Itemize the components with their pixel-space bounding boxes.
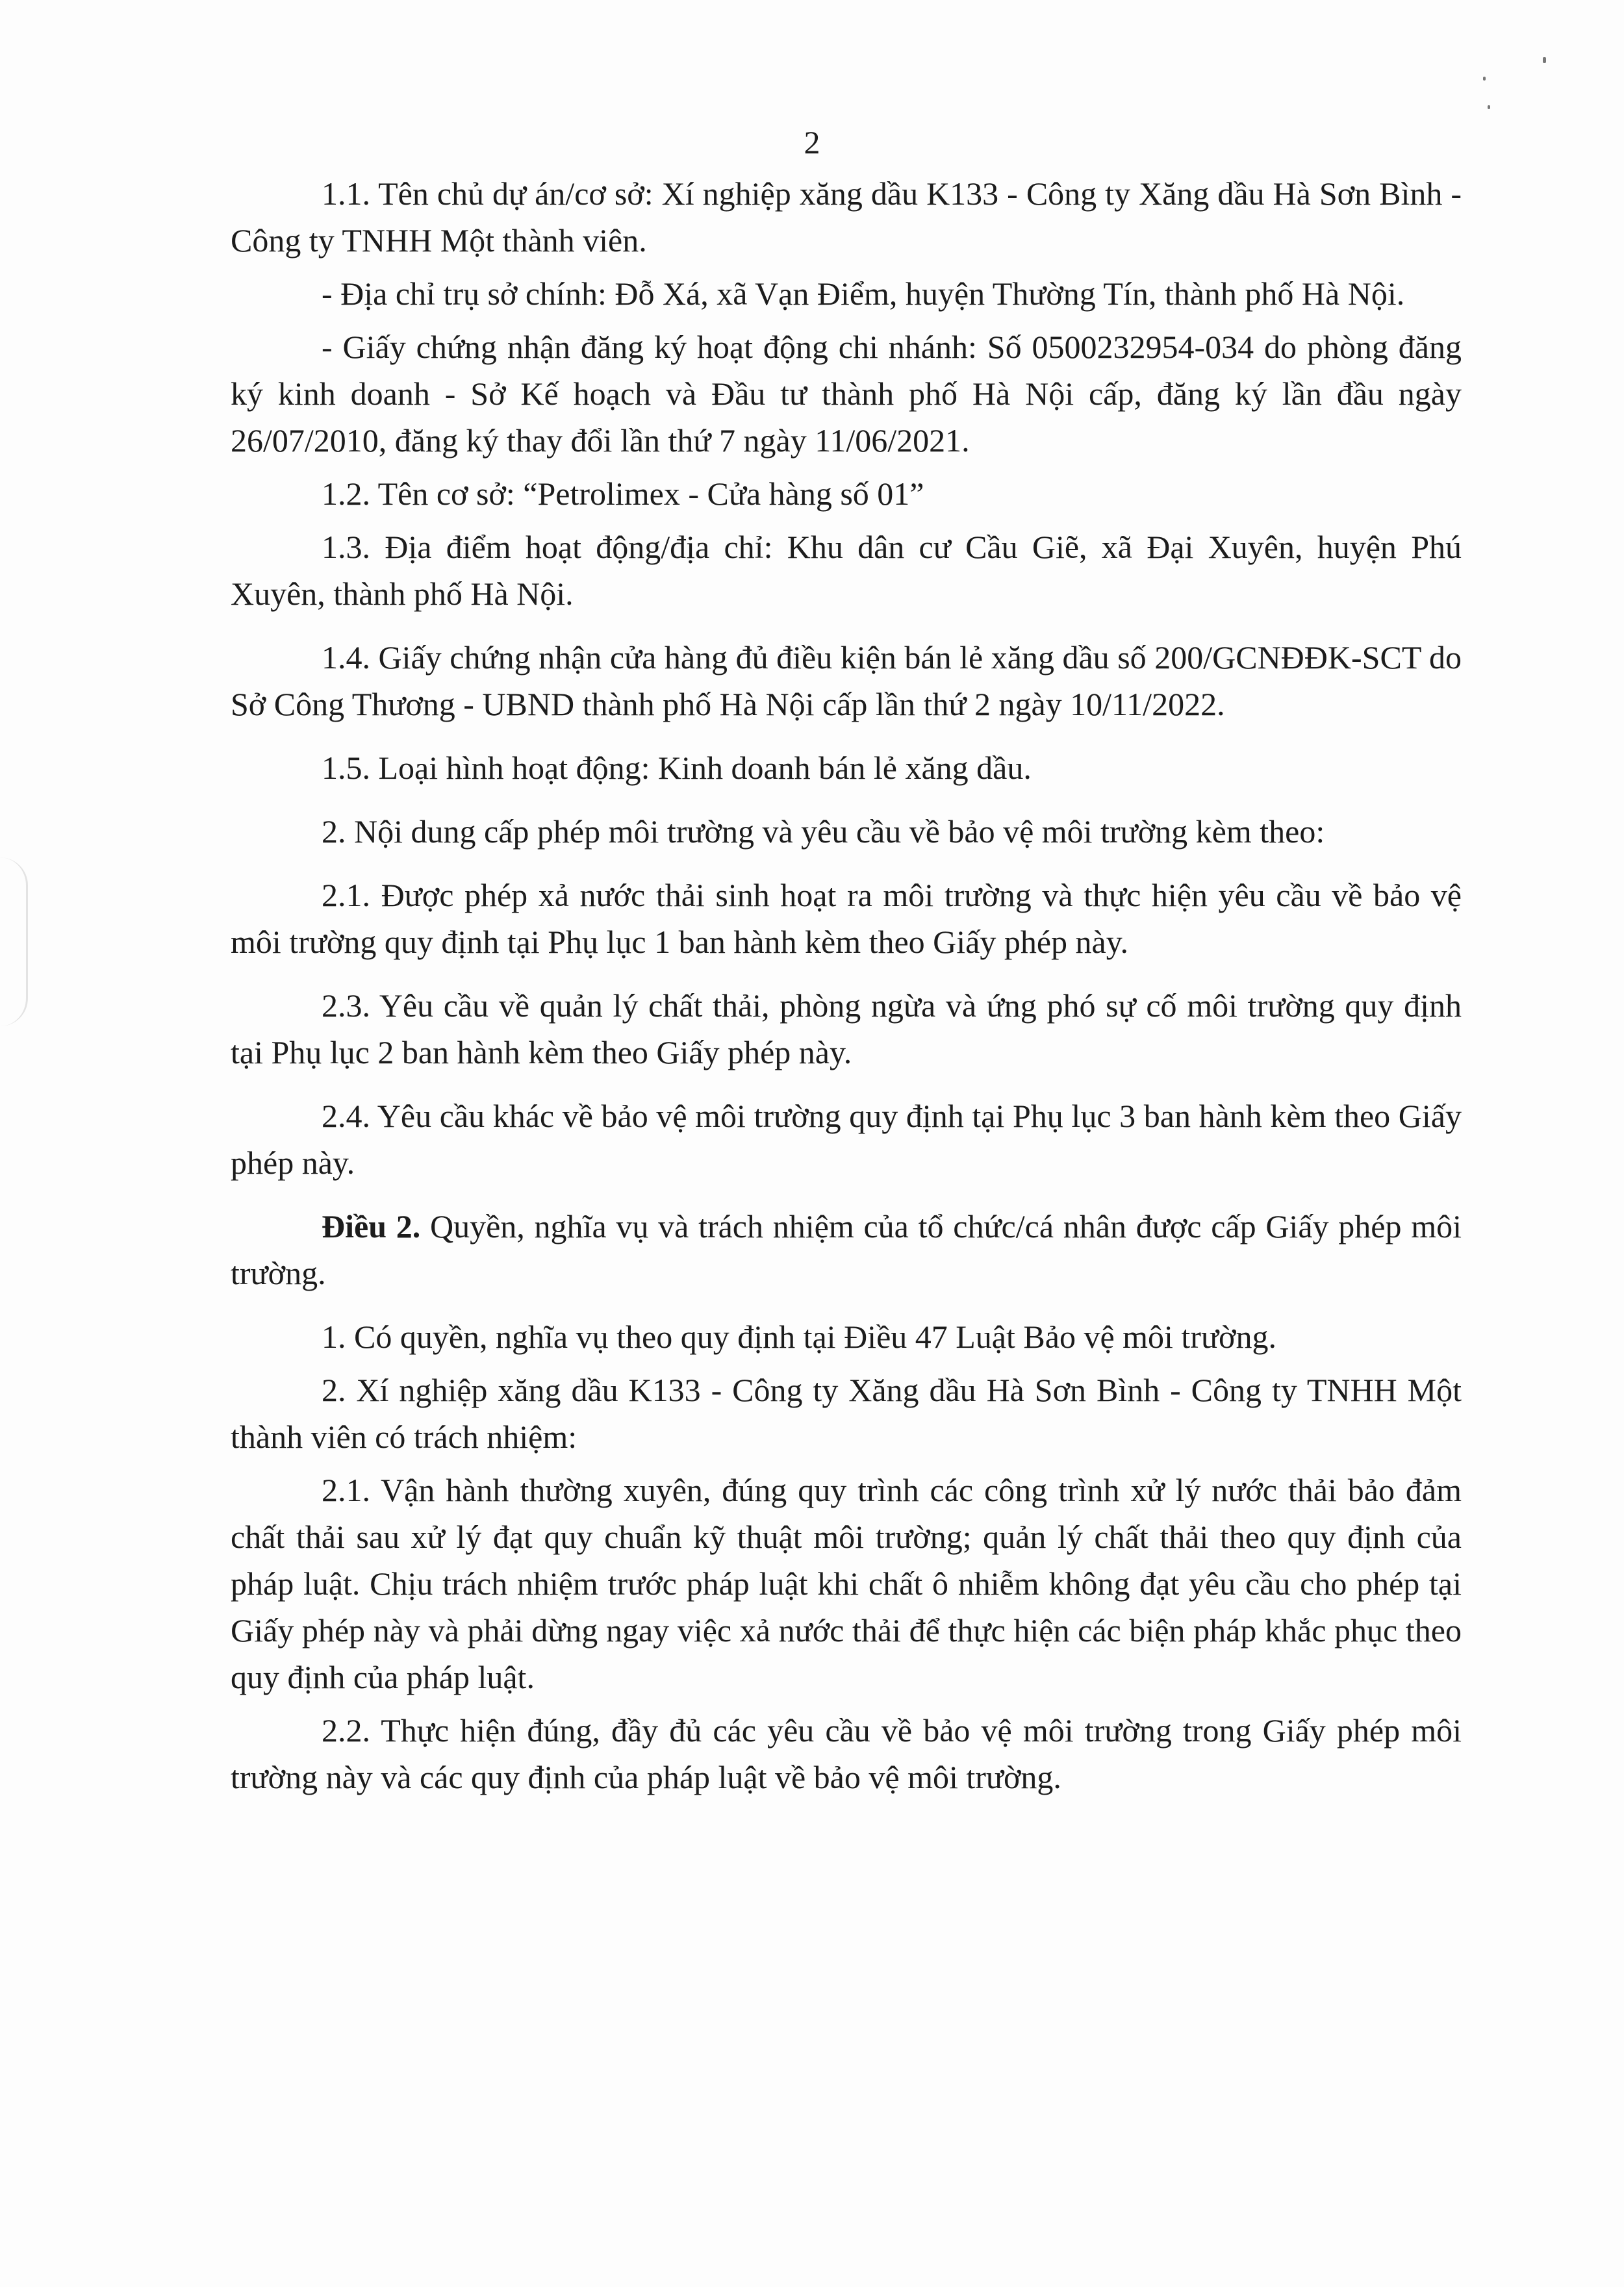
article-2-item-2-2: 2.2. Thực hiện đúng, đầy đủ các yêu cầu về bảo vệ môi trường trong Giấy phép môi trường này và các quy định của pháp luật về bảo vệ môi trường. (231, 1712, 1462, 1795)
paragraph-1-4: 1.4. Giấy chứng nhận cửa hàng đủ điều kiện bán lẻ xăng dầu số 200/GCNĐĐK-SCT do Sở Công Thương - UBND thành phố Hà Nội cấp lần thứ 2 ngày 10/11/2022. (231, 639, 1462, 722)
page-number: 2 (804, 124, 820, 160)
paragraph-1-2: 1.2. Tên cơ sở: “Petrolimex - Cửa hàng số 01” (322, 475, 924, 512)
article-2-item-1: 1. Có quyền, nghĩa vụ theo quy định tại Điều 47 Luật Bảo vệ môi trường. (322, 1319, 1276, 1355)
paragraph-2-1: 2.1. Được phép xả nước thải sinh hoạt ra môi trường và thực hiện yêu cầu về bảo vệ môi trường quy định tại Phụ lục 1 ban hành kèm theo Giấy phép này. (231, 877, 1462, 960)
document-body (231, 170, 1462, 1807)
article-2-item-2: 2. Xí nghiệp xăng dầu K133 - Công ty Xăng dầu Hà Sơn Bình - Công ty TNHH Một thành viên có trách nhiệm: (231, 1372, 1462, 1455)
article-2-text: Quyền, nghĩa vụ và trách nhiệm của tổ chức/cá nhân được cấp Giấy phép môi trường. (231, 1208, 1462, 1291)
scan-speck (1488, 105, 1490, 109)
article-2-heading (231, 1203, 1462, 1296)
paragraph-1-5: 1.5. Loại hình hoạt động: Kinh doanh bán lẻ xăng dầu. (322, 750, 1032, 786)
paragraph-2-4: 2.4. Yêu cầu khác về bảo vệ môi trường quy định tại Phụ lục 3 ban hành kèm theo Giấy phép này. (231, 1098, 1462, 1181)
paragraph-1-3: 1.3. Địa điểm hoạt động/địa chỉ: Khu dân cư Cầu Giẽ, xã Đại Xuyên, huyện Phú Xuyên, thành phố Hà Nội. (231, 529, 1462, 612)
article-2-item-2-1: 2.1. Vận hành thường xuyên, đúng quy trình các công trình xử lý nước thải bảo đảm chất thải sau xử lý đạt quy chuẩn kỹ thuật môi trường; quản lý chất thải theo quy định của pháp luật. Chịu trách nhiệm trước pháp luật khi chất ô nhiễm không đạt yêu cầu cho phép tại Giấy phép này và phải dừng ngay việc xả nước thải để thực hiện các biện pháp khắc phục theo quy định của pháp luật. (231, 1472, 1462, 1695)
scan-speck (1543, 57, 1546, 63)
paragraph-2: 2. Nội dung cấp phép môi trường và yêu cầu về bảo vệ môi trường kèm theo: (322, 813, 1325, 850)
stamp-edge-mark (0, 857, 28, 1026)
paragraph-branch-certificate: - Giấy chứng nhận đăng ký hoạt động chi nhánh: Số 0500232954-034 do phòng đăng ký kinh doanh - Sở Kế hoạch và Đầu tư thành phố Hà Nội cấp, đăng ký lần đầu ngày 26/07/2010, đăng ký thay đổi lần thứ 7 ngày 11/06/2021. (231, 329, 1462, 459)
paragraph-2-3: 2.3. Yêu cầu về quản lý chất thải, phòng ngừa và ứng phó sự cố môi trường quy định tại Phụ lục 2 ban hành kèm theo Giấy phép này. (231, 987, 1462, 1070)
article-2-label: Điều 2. (322, 1208, 421, 1245)
scan-speck (1483, 77, 1486, 81)
paragraph-1-1: 1.1. Tên chủ dự án/cơ sở: Xí nghiệp xăng dầu K133 - Công ty Xăng dầu Hà Sơn Bình - Công ty TNHH Một thành viên. (231, 175, 1462, 259)
paragraph-head-office-address: - Địa chỉ trụ sở chính: Đỗ Xá, xã Vạn Điểm, huyện Thường Tín, thành phố Hà Nội. (322, 275, 1405, 312)
